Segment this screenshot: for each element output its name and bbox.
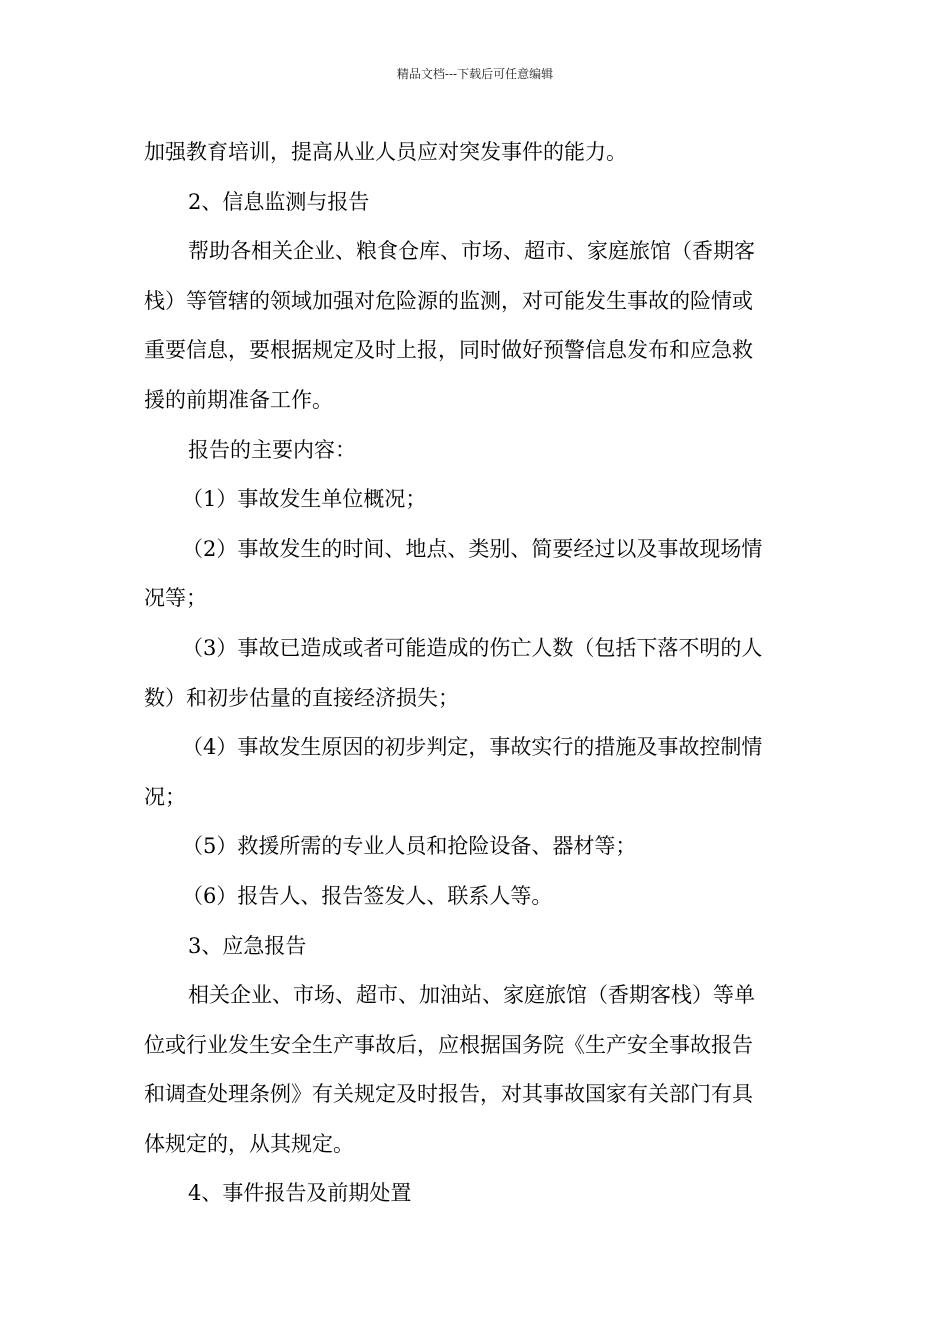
list-item: （1）事故发生单位概况； (182, 487, 427, 512)
list-item-continuation: 数）和初步估量的直接经济损失； (144, 685, 459, 710)
section-heading: 3、应急报告 (188, 933, 307, 958)
document-body (144, 128, 808, 1219)
page-header: 精品文档---下载后可任意编辑 (396, 67, 554, 81)
paragraph-line: 援的前期准备工作。 (144, 387, 333, 412)
paragraph-line: 报告的主要内容： (188, 437, 356, 462)
paragraph-line: 相关企业、市场、超市、加油站、家庭旅馆（香期客栈）等单 (188, 983, 755, 1008)
list-item-continuation: 况； (144, 784, 186, 809)
paragraph-line: 加强教育培训，提高从业人员应对突发事件的能力。 (144, 140, 627, 164)
list-item: （4）事故发生原因的初步判定，事故实行的措施及事故控制情 (182, 735, 763, 760)
paragraph-line: 位或行业发生安全生产事故后，应根据国务院《生产安全事故报告 (144, 1032, 753, 1057)
paragraph-line: 和调查处理条例》有关规定及时报告，对其事故国家有关部门有具 (144, 1082, 753, 1107)
section-heading: 2、信息监测与报告 (188, 189, 370, 214)
paragraph-line: 体规定的，从其规定。 (144, 1131, 354, 1156)
list-item: （2）事故发生的时间、地点、类别、简要经过以及事故现场情 (182, 536, 763, 561)
paragraph-line: 栈）等管辖的领域加强对危险源的监测，对可能发生事故的险情或 (144, 288, 753, 313)
list-item-continuation: 况等； (144, 586, 207, 611)
paragraph-line: 重要信息，要根据规定及时上报，同时做好预警信息发布和应急救 (144, 338, 753, 363)
list-item: （5）救援所需的专业人员和抢险设备、器材等； (182, 834, 637, 859)
list-item: （3）事故已造成或者可能造成的伤亡人数（包括下落不明的人 (182, 635, 763, 660)
paragraph-line: 帮助各相关企业、粮食仓库、市场、超市、家庭旅馆（香期客 (188, 239, 755, 264)
section-heading: 4、事件报告及前期处置 (188, 1181, 412, 1206)
list-item: （6）报告人、报告签发人、联系人等。 (182, 883, 553, 908)
